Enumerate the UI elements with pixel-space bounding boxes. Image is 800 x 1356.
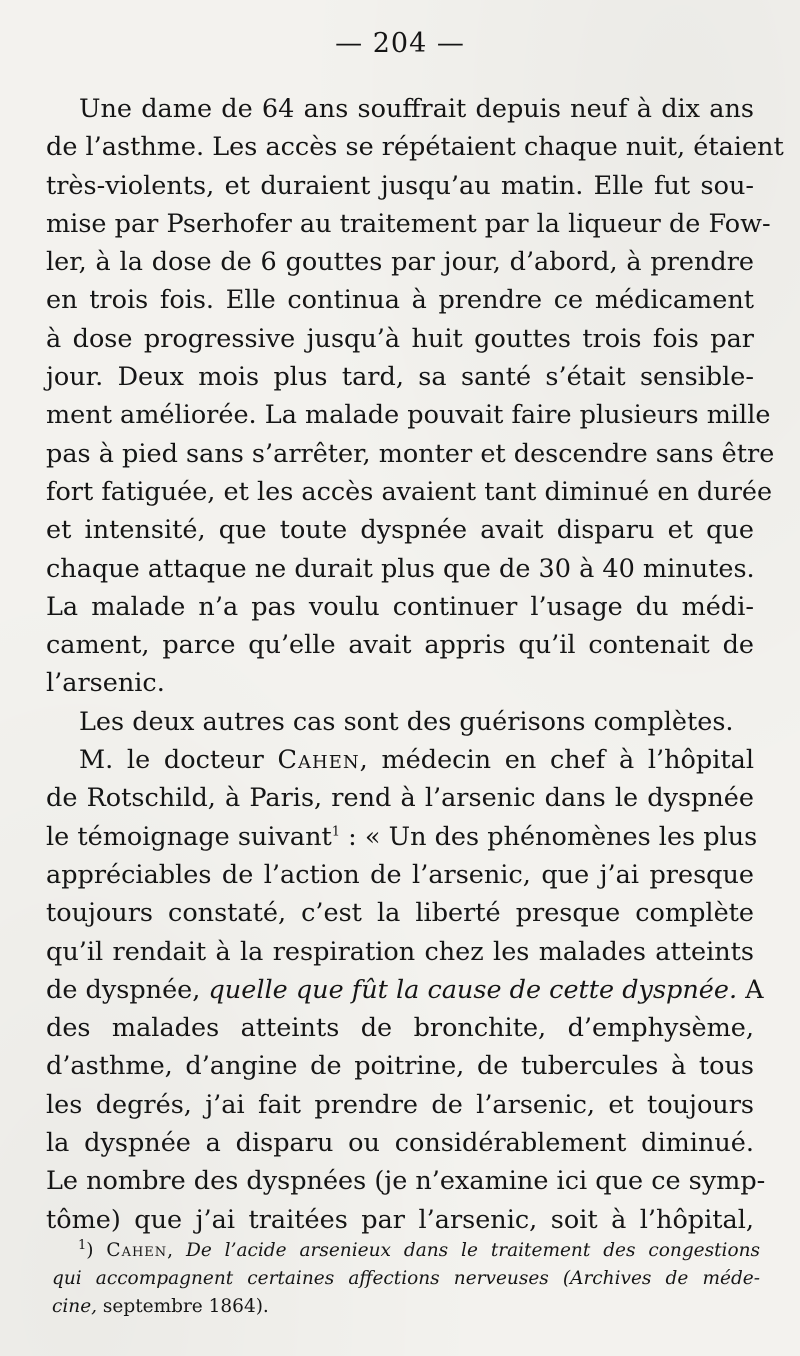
text-line: Les deux autres cas sont des guérisons complètes. — [79, 706, 734, 737]
footnote-title: De l’acide arsenieux dans le traitement des congestions — [185, 1240, 760, 1261]
text-line: à dose progressive jusqu’à huit gouttes trois fois par — [46, 323, 754, 354]
text-line — [46, 818, 758, 856]
text-line — [46, 971, 764, 1009]
text-line: et intensité, que toute dyspnée avait disparu et que — [46, 515, 754, 546]
page-number: — 204 — — [335, 28, 465, 59]
text-line: jour. Deux mois plus tard, sa santé s’était sensible- — [46, 362, 754, 393]
text-line — [46, 741, 754, 779]
footnote-line — [52, 1293, 760, 1321]
text-line: Une dame de 64 ans souffrait depuis neuf à dix ans — [79, 94, 754, 124]
text-line: chaque attaque ne durait plus que de 30 à 40 minutes. — [46, 553, 755, 584]
text-line: tôme) que j’ai traitées par l’arsenic, soit à l’hôpital, — [46, 1204, 754, 1235]
text-span: de dyspnée, — [46, 974, 209, 1005]
footnote-marker: 1 — [331, 824, 341, 840]
text-line: très-violents, et duraient jusqu’au matin. Elle fut sou- — [46, 170, 754, 201]
body-text — [46, 90, 784, 1239]
italic-quote: quelle que fût la cause de cette dyspnée. — [208, 974, 738, 1005]
text-line: des malades atteints de bronchite, d’emphysème, — [46, 1013, 754, 1044]
text-line: de Rotschild, à Paris, rend à l’arsenic dans le dyspnée — [46, 783, 754, 814]
text-line: de l’asthme. Les accès se répétaient chaque nuit, étaient — [46, 132, 784, 163]
text-line: fort fatiguée, et les accès avaient tant diminué en durée — [46, 476, 773, 507]
text-span: : « Un des phénomènes les plus — [340, 821, 758, 852]
text-span: M. le docteur — [79, 745, 264, 776]
text-line: cament, parce qu’elle avait appris qu’il contenait de — [46, 630, 754, 661]
text-line: mise par Pserhofer au traitement par la liqueur de Fow- — [46, 208, 771, 239]
text-line: Le nombre des dyspnées (je n’examine ici que ce symp- — [46, 1166, 766, 1197]
footnote-line — [52, 1265, 760, 1293]
footnote-title: qui accompagnent certaines affections nerveuses (Archives de méde- — [52, 1268, 760, 1289]
text-line: toujours constaté, c’est la liberté presque complète — [46, 898, 754, 929]
footnote — [52, 1237, 760, 1321]
text-line: La malade n’a pas voulu continuer l’usage du médi- — [46, 591, 754, 622]
footnote-line: $^1$) Cahen, De l’acide arsenieux dans le traitement des congestions — [78, 1237, 760, 1261]
text-span: , médecin en chef à l’hôpital — [359, 745, 754, 776]
text-line: appréciables de l’action de l’arsenic, que j’ai presque — [46, 859, 754, 890]
author-name: Cahen — [277, 745, 360, 776]
text-line: d’asthme, d’angine de poitrine, de tubercules à tous — [46, 1051, 754, 1082]
footnote-number: 1 — [78, 1237, 87, 1253]
text-span: le témoignage suivant — [46, 821, 332, 852]
text-line: pas à pied sans s’arrêter, monter et descendre sans être — [46, 438, 775, 469]
text-line: l’arsenic. — [46, 668, 165, 699]
text-line: ler, à la dose de 6 gouttes par jour, d’abord, à prendre — [46, 247, 754, 278]
text-line: les degrés, j’ai fait prendre de l’arsenic, et toujours — [46, 1089, 754, 1120]
text-span: A — [737, 974, 764, 1005]
footnote-author: Cahen — [106, 1240, 168, 1261]
footnote-title: cine, — [52, 1296, 98, 1317]
text-line: ment améliorée. La malade pouvait faire plusieurs mille — [46, 400, 771, 431]
text-line: qu’il rendait à la respiration chez les malades atteints — [46, 936, 754, 967]
text-line: la dyspnée a disparu ou considérablement diminué. — [46, 1128, 754, 1159]
footnote-date: septembre 1864). — [97, 1296, 269, 1317]
text-line: en trois fois. Elle continua à prendre ce médicament — [46, 285, 754, 316]
